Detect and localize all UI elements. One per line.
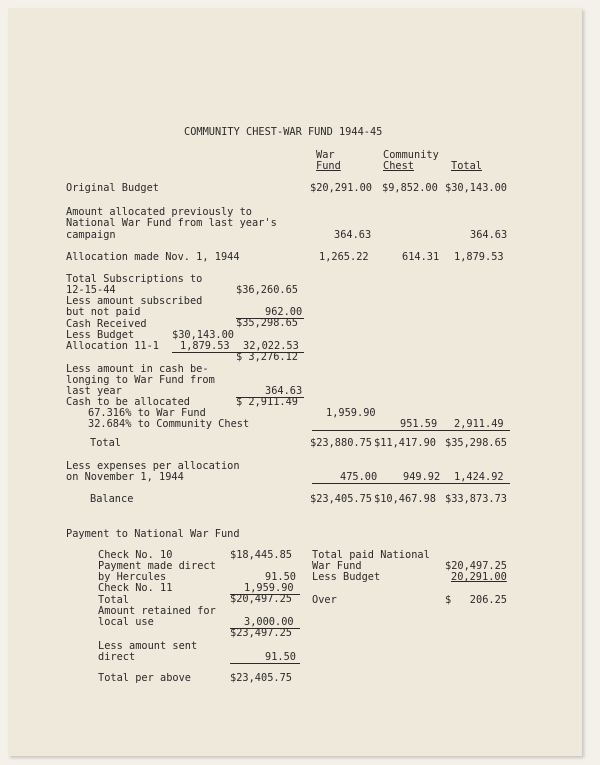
payment-check10: Check No. 10	[98, 549, 173, 561]
subs-value2: $36,260.65	[236, 284, 298, 296]
paid-line4: Over	[312, 594, 337, 606]
payment-retained-line1: Amount retained for	[98, 605, 216, 617]
original-budget-total: $30,143.00	[445, 182, 507, 194]
page-title: COMMUNITY CHEST-WAR FUND 1944-45	[184, 126, 383, 138]
payment-sum-value: $23,497.25	[230, 627, 292, 639]
paid-line3: Less Budget	[312, 571, 381, 583]
paid-value4: $ 206.25	[445, 594, 507, 606]
subs-line14: 32.684% to Community Chest	[88, 418, 250, 430]
expenses-line2: on November 1, 1944	[66, 471, 184, 483]
payment-total: Total	[98, 594, 129, 606]
payment-made-line2: by Hercules	[98, 571, 167, 583]
subs-value4: 962.00	[265, 306, 303, 318]
payment-per-above: Total per above	[98, 672, 191, 684]
underline-before-total	[312, 430, 510, 431]
payment-per-above-value: $23,405.75	[230, 672, 292, 684]
prev-alloc-line3: campaign	[66, 229, 116, 241]
header-total: Total	[451, 160, 482, 172]
balance-war: $23,405.75	[310, 493, 372, 505]
subs-line1: Total Subscriptions to	[66, 273, 203, 285]
paid-line1: Total paid National	[312, 549, 430, 561]
total-war: $23,880.75	[310, 437, 372, 449]
payment-sent-value: 91.50	[265, 651, 296, 663]
prev-alloc-total: 364.63	[470, 229, 508, 241]
payment-check11: Check No. 11	[98, 582, 173, 594]
subs-line3: Less amount subscribed	[66, 295, 203, 307]
payment-sent-line2: direct	[98, 651, 136, 663]
original-budget-community: $9,852.00	[382, 182, 438, 194]
alloc-nov-total: 1,879.53	[454, 251, 504, 263]
prev-alloc-line1: Amount allocated previously to	[66, 206, 252, 218]
total-label: Total	[90, 437, 121, 449]
header-war-1: War	[316, 149, 335, 161]
header-community-1: Community	[383, 149, 439, 161]
header-community-2: Chest	[383, 160, 414, 172]
subs-value8: $ 3,276.12	[236, 351, 298, 363]
paid-value2: $20,497.25	[445, 560, 507, 572]
prev-alloc-war: 364.63	[334, 229, 372, 241]
total-community: $11,417.90	[374, 437, 436, 449]
subs-line6: Less Budget	[66, 329, 135, 341]
alloc-nov-community: 614.31	[402, 251, 440, 263]
payment-made-value: 91.50	[265, 571, 296, 583]
subs-value12: $ 2,911.49	[236, 396, 298, 408]
subs-value5: $35,298.65	[236, 317, 298, 329]
payment-check11-value: 1,959.90	[244, 582, 294, 594]
subs-value6: $30,143.00	[172, 329, 234, 341]
payment-retained-line2: local use	[98, 616, 154, 628]
payment-check10-value: $18,445.85	[230, 549, 292, 561]
subs-value11: 364.63	[265, 385, 303, 397]
original-budget-label: Original Budget	[66, 182, 159, 194]
subs-line2: 12-15-44	[66, 284, 116, 296]
payment-total-value: $20,497.25	[230, 593, 292, 605]
subs-value7a: 1,879.53	[180, 340, 230, 352]
balance-community: $10,467.98	[374, 493, 436, 505]
subs-value14-community: 951.59	[400, 418, 438, 430]
subs-value13-war: 1,959.90	[326, 407, 376, 419]
subs-value14-total: 2,911.49	[454, 418, 504, 430]
subs-value7b: 32,022.53	[243, 340, 299, 352]
expenses-war: 475.00	[340, 471, 378, 483]
payment-underline-sent	[230, 663, 300, 664]
expenses-line1: Less expenses per allocation	[66, 460, 240, 472]
payment-retained-value: 3,000.00	[244, 616, 294, 628]
paid-value3: 20,291.00	[451, 571, 507, 583]
original-budget-war: $20,291.00	[310, 182, 372, 194]
total-total: $35,298.65	[445, 437, 507, 449]
subs-line7: Allocation 11-1	[66, 340, 159, 352]
balance-total: $33,873.73	[445, 493, 507, 505]
underline-expenses	[312, 483, 510, 484]
subs-line5: Cash Received	[66, 318, 147, 330]
payment-heading: Payment to National War Fund	[66, 528, 240, 540]
alloc-nov-war: 1,265.22	[319, 251, 369, 263]
subs-line9: Less amount in cash be-	[66, 363, 209, 375]
payment-made-line1: Payment made direct	[98, 560, 216, 572]
alloc-nov-label: Allocation made Nov. 1, 1944	[66, 251, 240, 263]
subs-line12: Cash to be allocated	[66, 396, 190, 408]
expenses-community: 949.92	[403, 471, 441, 483]
header-war-2: Fund	[316, 160, 341, 172]
paid-line2: War Fund	[312, 560, 362, 572]
payment-sent-line1: Less amount sent	[98, 640, 198, 652]
subs-line11: last year	[66, 385, 122, 397]
subs-line10: longing to War Fund from	[66, 374, 215, 386]
subs-line4: but not paid	[66, 306, 141, 318]
subs-line13: 67.316% to War Fund	[88, 407, 206, 419]
expenses-total: 1,424.92	[454, 471, 504, 483]
balance-label: Balance	[90, 493, 134, 505]
prev-alloc-line2: National War Fund from last year's	[66, 217, 277, 229]
